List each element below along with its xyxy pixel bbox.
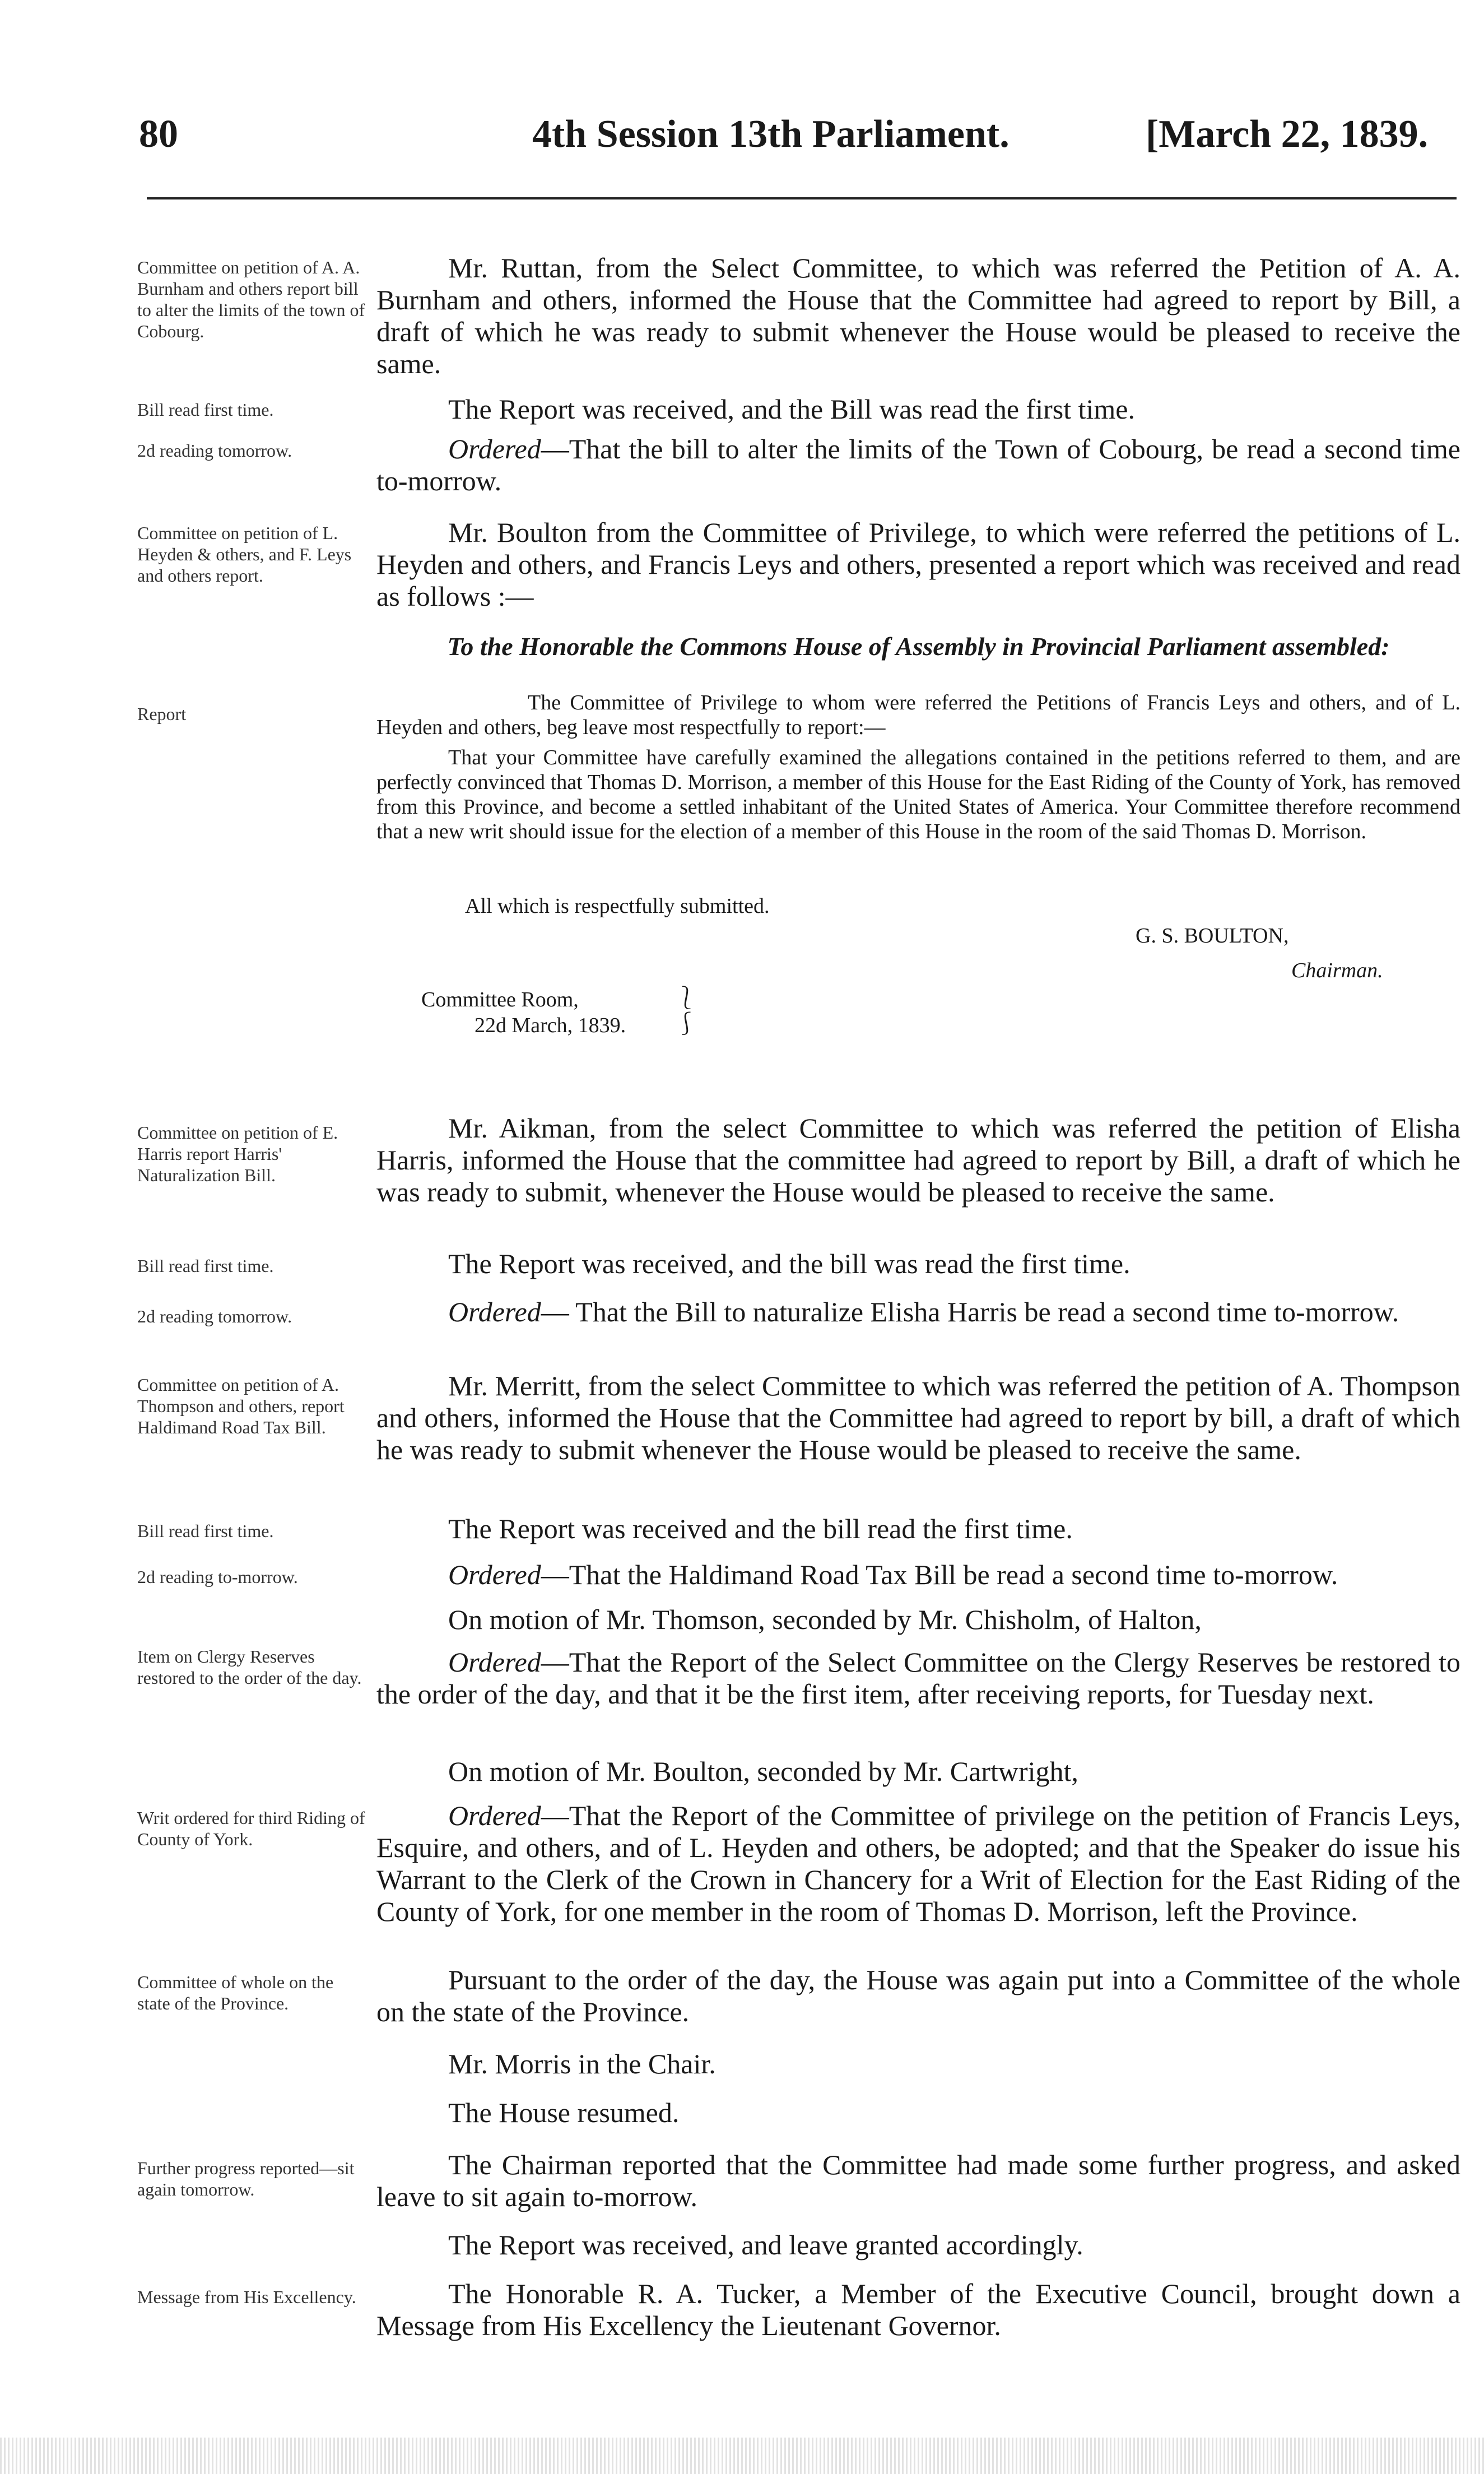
ordered-text: —That the Report of the Select Committee on the Clergy Reserves be restored to the order of the day, and that it be the first item, after receiving reports, for Tuesday next. bbox=[376, 1646, 1460, 1710]
page-number: 80 bbox=[139, 113, 178, 156]
entry-paragraph: Mr. Aikman, from the select Committee to which was referred the petition of Elisha Harris, informed the House that the committee had agreed to report by Bill, a draft of which he was ready to submit, whenever the House would be pleased to receive the same. bbox=[376, 1112, 1460, 1208]
entry-paragraph: The Report was received and the bill read the first time. bbox=[448, 1513, 1073, 1544]
entry-paragraph: Mr. Ruttan, from the Select Committee, to which was referred the Petition of A. A. Burnham and others, informed the House that the Committee had agreed to report by Bill, a draft of which he was ready to submit whenever the House would be pleased to receive the same. bbox=[376, 252, 1460, 379]
ordered-label: Ordered bbox=[448, 1296, 541, 1327]
scan-edge bbox=[0, 2438, 1484, 2474]
margin-note: Bill read first time. bbox=[137, 400, 274, 420]
margin-note: Item on Clergy Reserves restored to the order of the day. bbox=[137, 1646, 362, 1688]
ordered-text: —That the Haldimand Road Tax Bill be read a second time to-morrow. bbox=[541, 1559, 1338, 1590]
submitted-line: All which is respectfully submitted. bbox=[465, 894, 770, 918]
margin-note: Report bbox=[137, 704, 187, 724]
session-title: 4th Session 13th Parliament. bbox=[532, 113, 1010, 156]
committee-room: Committee Room, bbox=[421, 988, 579, 1011]
report-heading: To the Honorable the Commons House of Assembly in Provincial Parliament assembled: bbox=[447, 632, 1390, 661]
margin-note: Bill read first time. bbox=[137, 1256, 274, 1276]
margin-note: Committee on petition of L. Heyden & others, and F. Leys and others report. bbox=[137, 523, 352, 586]
entry-paragraph: The Report was received, and the bill was read the first time. bbox=[448, 1248, 1131, 1279]
header-rule bbox=[147, 197, 1457, 199]
entry-paragraph: The Report was received, and the Bill was read the first time. bbox=[448, 393, 1135, 425]
margin-note: Writ ordered for third Riding of County of York. bbox=[137, 1808, 365, 1849]
margin-note: Further progress reported—sit again tomorrow. bbox=[137, 2158, 355, 2199]
committee-room-date: 22d March, 1839. bbox=[474, 1014, 626, 1037]
entry-paragraph bbox=[376, 1296, 1460, 1328]
signature-name: G. S. BOULTON, bbox=[1136, 924, 1289, 948]
entry-paragraph bbox=[376, 1646, 1460, 1710]
ordered-label: Ordered bbox=[448, 1646, 541, 1678]
margin-note: 2d reading tomorrow. bbox=[137, 1306, 292, 1326]
ordered-label: Ordered bbox=[448, 433, 541, 465]
entry-paragraph: The House resumed. bbox=[448, 2097, 680, 2128]
margin-note: Committee on petition of A. A. Burnham and others report bill to alter the limits of the town of Cobourg. bbox=[137, 257, 365, 341]
entry-paragraph: Mr. Morris in the Chair. bbox=[448, 2048, 716, 2080]
ordered-text: — That the Bill to naturalize Elisha Harris be read a second time to-morrow. bbox=[541, 1296, 1399, 1327]
ordered-text: —That the Report of the Committee of privilege on the petition of Francis Leys, Esquire, and others, and of L. Heyden and others, be adopted; and that the Speaker do issue his Warrant to the Clerk of the Crown in Chancery for a Writ of Election for the East Riding of the County of York, for one member in the room of Thomas D. Morrison, left the Province. bbox=[376, 1800, 1460, 1927]
margin-note: Bill read first time. bbox=[137, 1521, 274, 1541]
ordered-label: Ordered bbox=[448, 1559, 541, 1590]
entry-paragraph: Mr. Boulton from the Committee of Privilege, to which were referred the petitions of L. Heyden and others, and Francis Leys and others, presented a report which was received and read as follows :— bbox=[376, 517, 1460, 612]
margin-note: 2d reading tomorrow. bbox=[137, 440, 292, 461]
margin-note: 2d reading to-morrow. bbox=[137, 1567, 298, 1587]
entry-paragraph bbox=[376, 433, 1460, 497]
entry-paragraph: Pursuant to the order of the day, the House was again put into a Committee of the whole on the state of the Province. bbox=[376, 1964, 1460, 2027]
entry-paragraph: On motion of Mr. Thomson, seconded by Mr. Chisholm, of Halton, bbox=[448, 1604, 1202, 1635]
ordered-label: Ordered bbox=[448, 1800, 541, 1831]
margin-note: Committee on petition of A. Thompson and others, report Haldimand Road Tax Bill. bbox=[137, 1375, 345, 1437]
page-date: [March 22, 1839. bbox=[1146, 113, 1429, 156]
entry-paragraph: Mr. Merritt, from the select Committee to which was referred the petition of A. Thompson and others, informed the House that the Committee had agreed to report by bill, a draft of which he was ready to submit whenever the House would be pleased to receive the same. bbox=[376, 1370, 1460, 1465]
margin-note: Committee on petition of E. Harris report Harris' Naturalization Bill. bbox=[137, 1122, 338, 1185]
brace-mark: ⎱ ⎰ bbox=[675, 985, 697, 1036]
entry-paragraph: The Chairman reported that the Committee had made some further progress, and asked leave to sit again to-morrow. bbox=[376, 2149, 1460, 2212]
entry-paragraph bbox=[376, 1559, 1460, 1591]
margin-note: Message from His Excellency. bbox=[137, 2287, 356, 2307]
entry-paragraph bbox=[376, 1800, 1460, 1928]
report-paragraph: The Committee of Privilege to whom were referred the Petitions of Francis Leys and others, and of L. Heyden and others, beg leave most respectfully to report:— bbox=[376, 691, 1460, 739]
report-paragraph: That your Committee have carefully examined the allegations contained in the petitions referred to them, and are perfectly convinced that Thomas D. Morrison, a member of this House for the East Riding of the County of York, has removed from this Province, and become a settled inhabitant of the United States of America. Your Committee therefore recommend that a new writ should issue for the election of a member of this House in the room of the said Thomas D. Morrison. bbox=[376, 746, 1460, 843]
entry-paragraph: The Report was received, and leave granted accordingly. bbox=[448, 2229, 1083, 2261]
signature-title: Chairman. bbox=[1291, 959, 1383, 982]
margin-note: Committee of whole on the state of the Province. bbox=[137, 1972, 334, 2013]
ordered-text: —That the bill to alter the limits of the Town of Cobourg, be read a second time to-morrow. bbox=[376, 433, 1460, 496]
entry-paragraph: The Honorable R. A. Tucker, a Member of the Executive Council, brought down a Message from His Excellency the Lieutenant Governor. bbox=[376, 2278, 1460, 2341]
entry-paragraph: On motion of Mr. Boulton, seconded by Mr. Cartwright, bbox=[448, 1756, 1078, 1787]
